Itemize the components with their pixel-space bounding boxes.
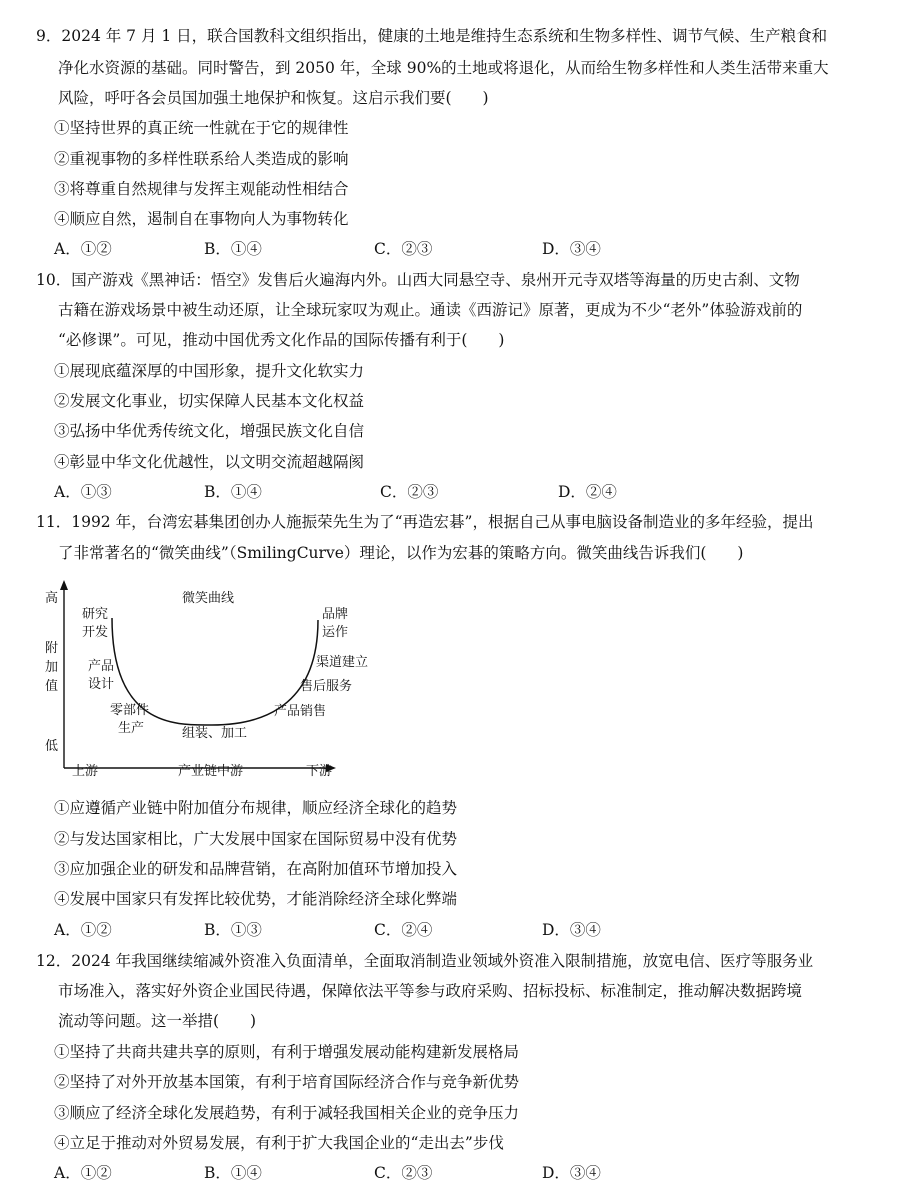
y-low-label: 低 [45, 739, 59, 754]
chart-title: 微笑曲线 [182, 591, 235, 606]
q9-option-3: ③将尊重自然规律与发挥主观能动性相结合 [54, 180, 349, 198]
q10-choice-c[interactable]: C．②③ [380, 483, 439, 501]
q11-option-1: ①应遵循产业链中附加值分布规律，顺应经济全球化的趋势 [54, 799, 458, 817]
q10-stem-line-3: “必修课”。可见，推动中国优秀文化作品的国际传播有利于( ) [58, 331, 505, 349]
x-label-midstream: 产业链中游 [178, 764, 244, 779]
q10-choice-a[interactable]: A．①③ [54, 483, 112, 501]
q9-option-2: ②重视事物的多样性联系给人类造成的影响 [54, 150, 349, 168]
q9-choices [54, 239, 814, 259]
y-high-label: 高 [45, 591, 59, 606]
stage-rnd-2: 开发 [82, 625, 109, 640]
stage-sales: 产品销售 [274, 704, 327, 719]
q12-option-1: ①坚持了共商共建共享的原则，有利于增强发展动能构建新发展格局 [54, 1043, 520, 1061]
q12-option-2: ②坚持了对外开放基本国策，有利于培育国际经济合作与竞争新优势 [54, 1073, 520, 1091]
y-label-3: 值 [45, 679, 59, 694]
q9-option-4: ④顺应自然，遏制自在事物向人为事物转化 [54, 210, 349, 228]
q12-option-3: ③顺应了经济全球化发展趋势，有利于减轻我国相关企业的竞争压力 [54, 1104, 520, 1122]
x-label-downstream: 下游 [306, 764, 333, 779]
q10-choice-b[interactable]: B．①④ [204, 483, 262, 501]
q10-choices [54, 482, 814, 502]
q11-option-3: ③应加强企业的研发和品牌营销，在高附加值环节增加投入 [54, 860, 458, 878]
q10-option-4: ④彰显中华文化优越性，以文明交流超越隔阂 [54, 453, 365, 471]
q10-option-2: ②发展文化事业，切实保障人民基本文化权益 [54, 392, 365, 410]
q9-choice-d[interactable]: D．③④ [542, 240, 601, 258]
y-label-1: 附 [45, 641, 59, 656]
q11-choice-c[interactable]: C．②④ [374, 921, 433, 939]
q9-choice-b[interactable]: B．①④ [204, 240, 262, 258]
x-label-upstream: 上游 [72, 764, 99, 779]
q9-choice-c[interactable]: C．②③ [374, 240, 433, 258]
stage-design-1: 产品 [88, 659, 115, 674]
q12-choice-c[interactable]: C．②③ [374, 1164, 433, 1182]
smile-curve-diagram [40, 580, 390, 780]
q10-option-3: ③弘扬中华优秀传统文化，增强民族文化自信 [54, 422, 365, 440]
q11-choice-d[interactable]: D．③④ [542, 921, 601, 939]
q9-option-1: ①坚持世界的真正统一性就在于它的规律性 [54, 119, 349, 137]
q9-stem-line-3: 风险，呼吁各会员国加强土地保护和恢复。这启示我们要( ) [58, 89, 489, 107]
q12-stem-line-1: 12．2024 年我国继续缩减外资准入负面清单，全面取消制造业领域外资准入限制措施，放宽电信、医疗等服务业 [36, 952, 814, 970]
q11-stem-line-2: 了非常著名的“微笑曲线”（SmilingCurve）理论，以作为宏碁的策略方向。微笑曲线告诉我们( ) [58, 544, 744, 562]
stage-aftersales: 售后服务 [300, 679, 353, 694]
q10-choice-d[interactable]: D．②④ [558, 483, 617, 501]
q11-option-4: ④发展中国家只有发挥比较优势，才能消除经济全球化弊端 [54, 890, 458, 908]
stage-brand-2: 运作 [322, 625, 349, 640]
q11-choices [54, 920, 814, 940]
q11-choice-a[interactable]: A．①② [54, 921, 112, 939]
stage-parts-2: 生产 [118, 721, 145, 736]
stage-brand-1: 品牌 [322, 607, 349, 622]
q11-choice-b[interactable]: B．①③ [204, 921, 262, 939]
stage-parts-1: 零部件 [110, 703, 150, 718]
stage-design-2: 设计 [88, 677, 115, 692]
q12-choice-a[interactable]: A．①② [54, 1164, 112, 1182]
q11-option-2: ②与发达国家相比，广大发展中国家在国际贸易中没有优势 [54, 830, 458, 848]
q12-stem-line-3: 流动等问题。这一举措( ) [58, 1012, 257, 1030]
q10-stem-line-2: 古籍在游戏场景中被生动还原，让全球玩家叹为观止。通读《西游记》原著，更成为不少“老外”体验游戏前的 [58, 301, 803, 319]
q12-stem-line-2: 市场准入，落实好外资企业国民待遇，保障依法平等参与政府采购、招标投标、标准制定，推动解决数据跨境 [58, 982, 803, 1000]
y-label-2: 加 [45, 660, 59, 675]
q9-stem-line-2: 净化水资源的基础。同时警告，到 2050 年，全球 90%的土地或将退化，从而给生物多样性和人类生活带来重大 [58, 59, 829, 77]
q10-option-1: ①展现底蕴深厚的中国形象，提升文化软实力 [54, 362, 365, 380]
q12-choice-d[interactable]: D．③④ [542, 1164, 601, 1182]
q9-stem-line-1: 9．2024 年 7 月 1 日，联合国教科文组织指出，健康的土地是维持生态系统和生物多样性、调节气候、生产粮食和 [36, 27, 828, 45]
q11-stem-line-1: 11．1992 年，台湾宏碁集团创办人施振荣先生为了“再造宏碁”，根据自己从事电脑设备制造业的多年经验，提出 [36, 513, 814, 531]
stage-rnd-1: 研究 [82, 607, 109, 622]
stage-assembly: 组装、加工 [182, 726, 248, 741]
stage-channel: 渠道建立 [316, 655, 369, 670]
q9-choice-a[interactable]: A．①② [54, 240, 112, 258]
q12-choices [54, 1163, 814, 1183]
y-axis-arrow [60, 580, 68, 590]
q10-stem-line-1: 10．国产游戏《黑神话：悟空》发售后火遍海内外。山西大同悬空寺、泉州开元寺双塔等海量的历史古刹、文物 [36, 271, 800, 289]
q12-option-4: ④立足于推动对外贸易发展，有利于扩大我国企业的“走出去”步伐 [54, 1134, 504, 1152]
q12-choice-b[interactable]: B．①④ [204, 1164, 262, 1182]
